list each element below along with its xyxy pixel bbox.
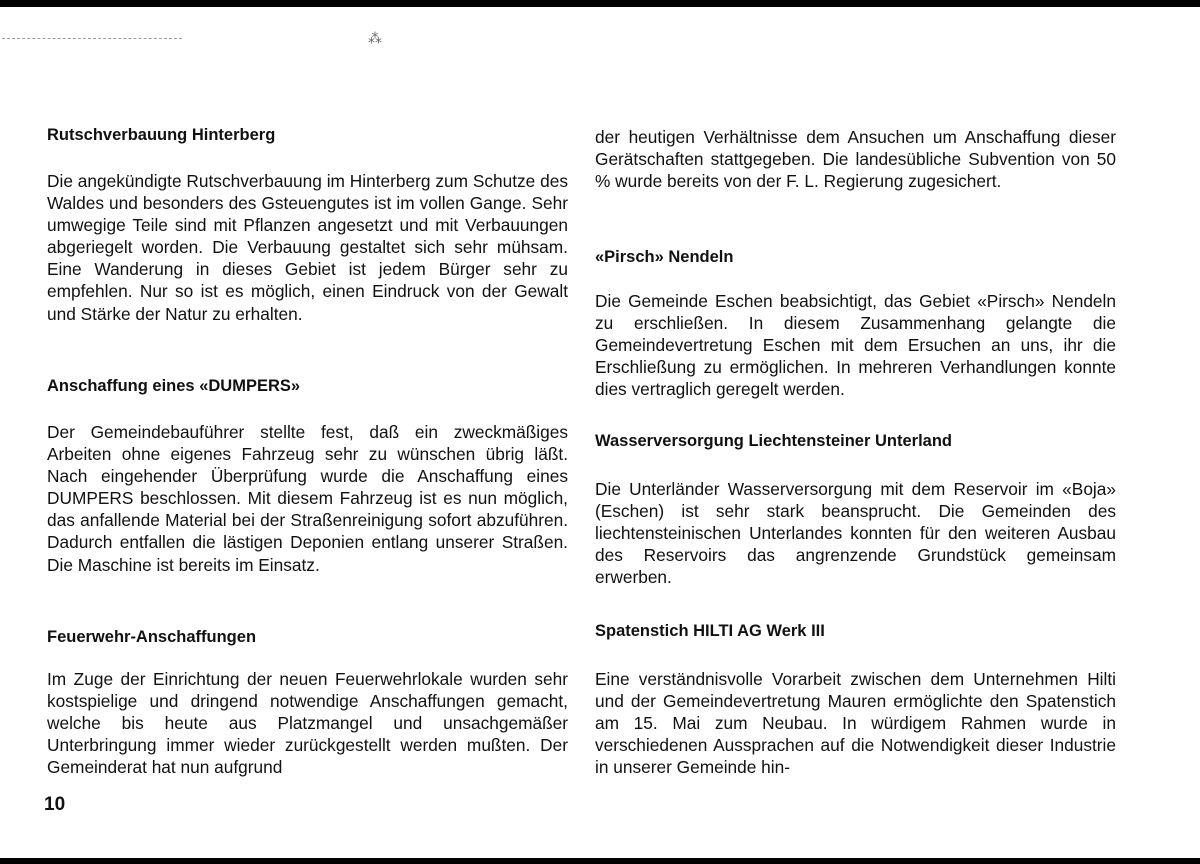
scan-border-bottom [0,858,1200,864]
paragraph-dumper: Der Gemeindebauführer stellte fest, daß ein zweckmäßiges Arbeiten ohne eigenes Fahrzeug sehr zu wünschen übrig läßt. Nach eingehender Überprüfung wurde die Anschaffung eines DUMPERS beschlossen. Mit diesem Fahrzeug ist es nun möglich, das anfallende Material bei der Straßenreinigung sofort abzuführen. Dadurch entfallen die lästigen Deponien entlang unserer Straßen. Die Maschine ist bereits im Einsatz. [47,422,568,575]
scan-artifact-line [2,38,182,39]
scan-artifact-mark: ⁂ [368,30,382,46]
page-number: 10 [44,794,66,815]
paragraph-rutschverbauung: Die angekündigte Rutschverbauung im Hinterberg zum Schutze des Waldes und besonders des Gsteuengutes ist im vollen Gange. Sehr umwegige Teile sind mit Pflanzen angesetzt und mit Verbauungen abgeriegelt worden. Die Verbauung gestaltet sich sehr mühsam. Eine Wanderung in dieses Gebiet ist jedem Bürger sehr zu empfehlen. Nur so ist es möglich, einen Eindruck von der Gewalt und Stärke der Natur zu erhalten. [47,171,568,324]
paragraph-continuation: der heutigen Verhältnisse dem Ansuchen um Anschaffung dieser Gerätschaften stattgegeben. Die landesübliche Subvention von 50 % wurde bereits von der F. L. Regierung zugesichert. [595,127,1116,192]
paragraph-wasserversorgung: Die Unterländer Wasserversorgung mit dem Reservoir im «Boja» (Eschen) ist sehr stark beansprucht. Die Gemeinden des liechtensteinischen Unterlandes konnten für den weiteren Ausbau des Reservoirs das angrenzende Grundstück gemeinsam erwerben. [595,479,1116,588]
heading-wasserversorgung: Wasserversorgung Liechtensteiner Unterland [595,432,952,450]
scan-border-top [0,0,1200,7]
paragraph-pirsch: Die Gemeinde Eschen beabsichtigt, das Gebiet «Pirsch» Nendeln zu erschließen. In diesem Zusammenhang gelangte die Gemeindevertretung Eschen mit dem Ersuchen an uns, ihr die Erschließung zu ermöglichen. In mehreren Verhandlungen konnte dies vertraglich geregelt werden. [595,291,1116,400]
paragraph-feuerwehr: Im Zuge der Einrichtung der neuen Feuerwehrlokale wurden sehr kostspielige und dringend notwendige Anschaffungen gemacht, welche bis heute aus Platzmangel und unsachgemäßer Unterbringung immer wieder zurückgestellt werden mußten. Der Gemeinderat hat nun aufgrund [47,669,568,778]
heading-pirsch: «Pirsch» Nendeln [595,248,734,266]
heading-spatenstich: Spatenstich HILTI AG Werk III [595,622,825,640]
heading-feuerwehr: Feuerwehr-Anschaffungen [47,628,257,646]
heading-rutschverbauung: Rutschverbauung Hinterberg [47,126,276,144]
heading-dumper: Anschaffung eines «DUMPERS» [47,377,301,395]
paragraph-spatenstich: Eine verständnisvolle Vorarbeit zwischen dem Unternehmen Hilti und der Gemeindevertretung Mauren ermöglichte den Spatenstich am 15. Mai zum Neubau. In würdigem Rahmen wurde in verschiedenen Aussprachen auf die Notwendigkeit dieser Industrie in unserer Gemeinde hin- [595,669,1116,778]
